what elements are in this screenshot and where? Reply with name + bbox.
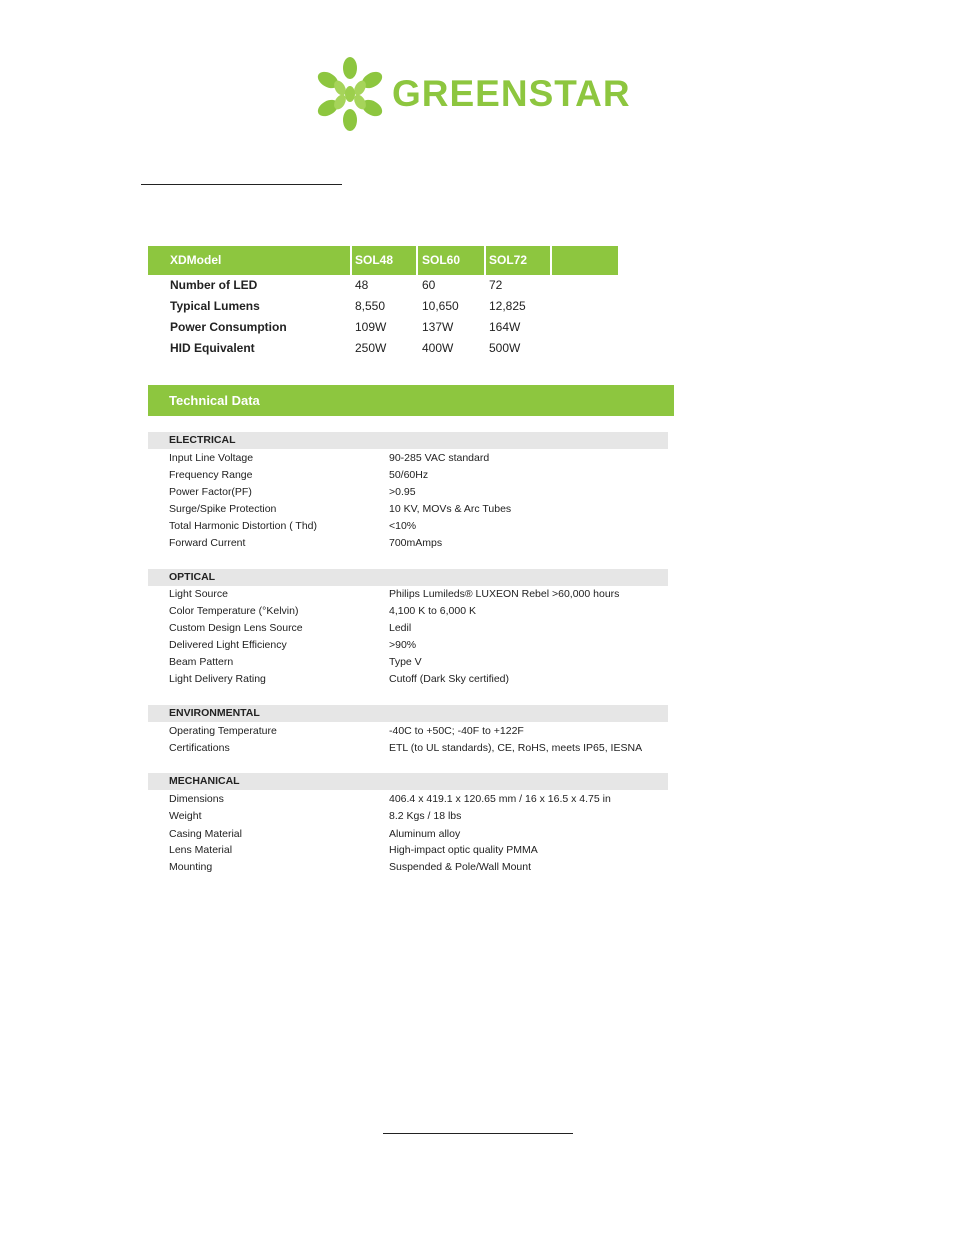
spec-value: >0.95 <box>389 486 416 498</box>
spec-row <box>148 808 668 825</box>
spec-row <box>148 586 668 603</box>
spec-row <box>148 620 668 637</box>
spec-key: Mounting <box>169 861 213 873</box>
row-value: 10,650 <box>422 299 459 313</box>
spec-key: Light Source <box>169 588 228 600</box>
technical-data-header <box>148 385 674 416</box>
section-mechanical <box>148 773 668 790</box>
row-label: Power Consumption <box>170 320 287 334</box>
spec-key: Beam Pattern <box>169 656 234 668</box>
spec-row <box>148 859 668 876</box>
section-title: OPTICAL <box>169 571 216 583</box>
model-header-sol60: SOL60 <box>422 253 461 267</box>
row-value: 164W <box>489 320 521 334</box>
spec-value: ETL (to UL standards), CE, RoHS, meets IP65, IESNA <box>389 742 643 754</box>
spec-row <box>148 450 668 467</box>
spec-value: 10 KV, MOVs & Arc Tubes <box>389 503 512 515</box>
top-divider <box>141 184 342 185</box>
spec-value: Type V <box>389 656 422 668</box>
spec-key: Forward Current <box>169 537 246 549</box>
spec-key: Weight <box>169 810 202 822</box>
spec-key: Certifications <box>169 742 230 754</box>
technical-data-title: Technical Data <box>169 393 260 408</box>
section-electrical <box>148 432 668 449</box>
greenstar-logo <box>312 56 652 132</box>
spec-value: Philips Lumileds® LUXEON Rebel >60,000 hours <box>389 588 620 600</box>
model-table-header <box>148 246 618 275</box>
spec-key: Input Line Voltage <box>169 452 254 464</box>
spec-row <box>148 501 668 518</box>
spec-row <box>148 842 668 859</box>
row-value: 60 <box>422 278 436 292</box>
spec-row <box>148 484 668 501</box>
spec-key: Total Harmonic Distortion ( Thd) <box>169 520 318 532</box>
spec-value: 4,100 K to 6,000 K <box>389 605 476 617</box>
spec-row <box>148 518 668 535</box>
spec-key: Casing Material <box>169 828 242 840</box>
brand-name: GREENSTAR <box>392 73 631 114</box>
spec-key: Delivered Light Efficiency <box>169 639 287 651</box>
spec-value: <10% <box>389 520 417 532</box>
spec-value: 50/60Hz <box>389 469 429 481</box>
spec-value: -40C to +50C; -40F to +122F <box>389 725 524 737</box>
row-value: 137W <box>422 320 454 334</box>
row-label: HID Equivalent <box>170 341 255 355</box>
spec-key: Custom Design Lens Source <box>169 622 303 634</box>
section-title: ELECTRICAL <box>169 434 236 446</box>
row-value: 48 <box>355 278 369 292</box>
model-header-sol72: SOL72 <box>489 253 528 267</box>
row-value: 12,825 <box>489 299 526 313</box>
spec-key: Operating Temperature <box>169 725 277 737</box>
spec-key: Surge/Spike Protection <box>169 503 277 515</box>
section-optical <box>148 569 668 586</box>
spec-value: 406.4 x 419.1 x 120.65 mm / 16 x 16.5 x 4.75 in <box>389 793 611 805</box>
spec-value: 90-285 VAC standard <box>389 452 490 464</box>
row-value: 8,550 <box>355 299 386 313</box>
model-header-label: XDModel <box>170 253 222 267</box>
row-label: Typical Lumens <box>170 299 260 313</box>
spec-value: Cutoff (Dark Sky certified) <box>389 673 510 685</box>
row-label: Number of LED <box>170 278 258 292</box>
spec-value: High-impact optic quality PMMA <box>389 844 538 856</box>
section-title: ENVIRONMENTAL <box>169 707 260 719</box>
table-row <box>148 338 618 359</box>
table-row <box>148 317 618 338</box>
spec-row <box>148 535 668 552</box>
section-environmental <box>148 705 668 722</box>
model-table <box>148 246 618 359</box>
spec-key: Light Delivery Rating <box>169 673 266 685</box>
spec-row <box>148 791 668 808</box>
spec-value: Suspended & Pole/Wall Mount <box>389 861 532 873</box>
row-value: 72 <box>489 278 503 292</box>
row-value: 500W <box>489 341 521 355</box>
spec-key: Lens Material <box>169 844 233 856</box>
spec-value: Ledil <box>389 622 412 634</box>
row-value: 109W <box>355 320 387 334</box>
spec-key: Dimensions <box>169 793 224 805</box>
spec-value: Aluminum alloy <box>389 828 461 840</box>
spec-key: Color Temperature (°Kelvin) <box>169 605 299 617</box>
spec-row <box>148 603 668 620</box>
spec-row <box>148 467 668 484</box>
spec-key: Power Factor(PF) <box>169 486 252 498</box>
bottom-divider <box>383 1133 573 1134</box>
spec-value: 8.2 Kgs / 18 lbs <box>389 810 462 822</box>
table-row <box>148 275 618 296</box>
spec-value: >90% <box>389 639 417 651</box>
spec-row <box>148 637 668 654</box>
row-value: 250W <box>355 341 387 355</box>
leaf-cluster-icon <box>312 56 388 132</box>
row-value: 400W <box>422 341 454 355</box>
model-header-sol48: SOL48 <box>355 253 394 267</box>
spec-row <box>148 723 668 740</box>
spec-row <box>148 671 668 688</box>
spec-value: 700mAmps <box>389 537 443 549</box>
spec-row <box>148 826 668 843</box>
section-title: MECHANICAL <box>169 775 240 787</box>
spec-row <box>148 654 668 671</box>
spec-row <box>148 740 668 757</box>
table-row <box>148 296 618 317</box>
spec-key: Frequency Range <box>169 469 253 481</box>
